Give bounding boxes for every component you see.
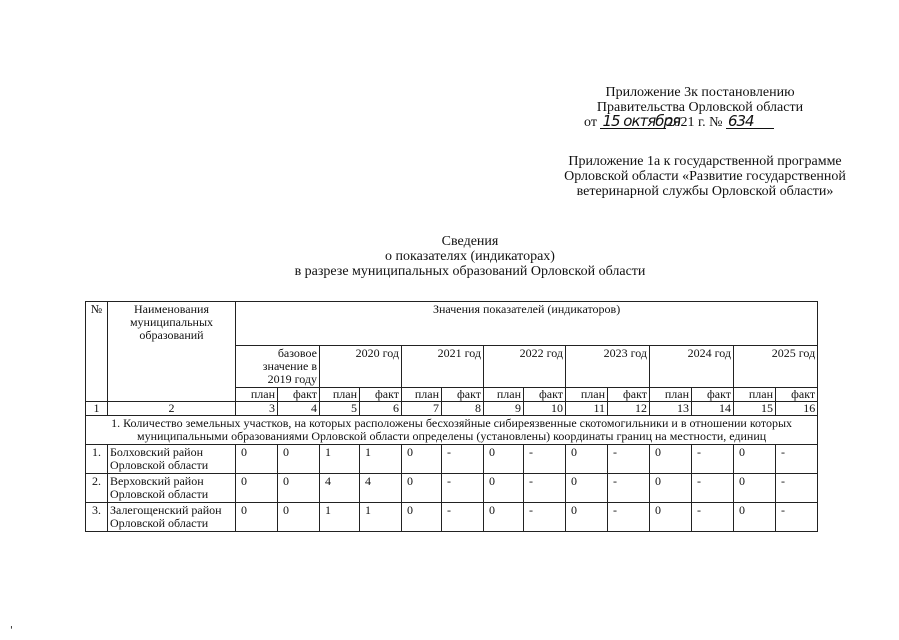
document-title bbox=[255, 234, 685, 279]
program-reference bbox=[540, 154, 870, 199]
value-cell: 0 bbox=[566, 503, 608, 532]
decree-line-3 bbox=[560, 112, 840, 130]
table-row bbox=[86, 445, 818, 474]
value-cell: - bbox=[524, 445, 566, 474]
header-plan: план bbox=[650, 388, 692, 402]
decree-reference bbox=[560, 85, 840, 130]
header-fact: факт bbox=[692, 388, 734, 402]
value-cell: 4 bbox=[320, 474, 360, 503]
title-line-3: в разрезе муниципальных образований Орловской области bbox=[294, 264, 646, 279]
header-year: 2020 год bbox=[320, 346, 402, 388]
value-cell: - bbox=[692, 445, 734, 474]
value-cell: 0 bbox=[650, 445, 692, 474]
value-cell: 0 bbox=[484, 474, 524, 503]
header-plan: план bbox=[566, 388, 608, 402]
header-year: 2023 год bbox=[566, 346, 650, 388]
indicators-table bbox=[85, 301, 818, 532]
header-year: 2021 год bbox=[402, 346, 484, 388]
value-cell: 0 bbox=[734, 503, 776, 532]
handwritten-number: 634 bbox=[726, 115, 774, 129]
program-line-1: Приложение 1а к государственной программе bbox=[568, 154, 842, 169]
column-number: 2 bbox=[108, 402, 236, 416]
header-plan: план bbox=[734, 388, 776, 402]
title-line-2: о показателях (индикаторах) bbox=[385, 249, 555, 264]
value-cell: 0 bbox=[650, 503, 692, 532]
header-year: 2024 год bbox=[650, 346, 734, 388]
header-fact: факт bbox=[776, 388, 818, 402]
value-cell: - bbox=[442, 445, 484, 474]
header-fact: факт bbox=[360, 388, 402, 402]
header-year: 2025 год bbox=[734, 346, 818, 388]
column-number: 6 bbox=[360, 402, 402, 416]
value-cell: 0 bbox=[278, 474, 320, 503]
header-fact: факт bbox=[608, 388, 650, 402]
header-base-value: базовое значение в 2019 году bbox=[236, 346, 320, 388]
municipality-name: Верховский район Орловской области bbox=[108, 474, 236, 503]
value-cell: 0 bbox=[566, 445, 608, 474]
value-cell: 0 bbox=[566, 474, 608, 503]
page-mark: ' bbox=[10, 625, 13, 636]
table-body bbox=[86, 445, 818, 532]
value-cell: 0 bbox=[402, 474, 442, 503]
value-cell: 0 bbox=[650, 474, 692, 503]
value-cell: 0 bbox=[734, 445, 776, 474]
value-cell: 0 bbox=[484, 503, 524, 532]
value-cell: - bbox=[776, 445, 818, 474]
column-number: 14 bbox=[692, 402, 734, 416]
column-numbers-row bbox=[86, 402, 818, 416]
section-row bbox=[86, 416, 818, 445]
value-cell: 1 bbox=[320, 503, 360, 532]
decree-line-1: Приложение 3к постановлению bbox=[605, 85, 795, 100]
column-number: 12 bbox=[608, 402, 650, 416]
row-number: 1. bbox=[86, 445, 108, 474]
column-number: 11 bbox=[566, 402, 608, 416]
header-plan: план bbox=[402, 388, 442, 402]
value-cell: - bbox=[608, 503, 650, 532]
value-cell: 0 bbox=[278, 503, 320, 532]
value-cell: 0 bbox=[734, 474, 776, 503]
value-cell: - bbox=[776, 474, 818, 503]
header-municipality: Наименования муниципальных образований bbox=[108, 302, 236, 402]
header-number: № bbox=[86, 302, 108, 402]
column-number: 7 bbox=[402, 402, 442, 416]
value-cell: 0 bbox=[236, 445, 278, 474]
value-cell: 0 bbox=[402, 503, 442, 532]
column-number: 5 bbox=[320, 402, 360, 416]
value-cell: - bbox=[776, 503, 818, 532]
header-values: Значения показателей (индикаторов) bbox=[236, 302, 818, 346]
header-plan: план bbox=[320, 388, 360, 402]
row-number: 2. bbox=[86, 474, 108, 503]
handwritten-date: 15 октября bbox=[602, 112, 681, 130]
header-fact: факт bbox=[524, 388, 566, 402]
value-cell: 1 bbox=[360, 503, 402, 532]
value-cell: 0 bbox=[402, 445, 442, 474]
decree-line-2: Правительства Орловской области bbox=[596, 100, 804, 115]
value-cell: 0 bbox=[484, 445, 524, 474]
column-number: 13 bbox=[650, 402, 692, 416]
table-row bbox=[86, 474, 818, 503]
column-number: 9 bbox=[484, 402, 524, 416]
value-cell: 1 bbox=[320, 445, 360, 474]
header-fact: факт bbox=[442, 388, 484, 402]
value-cell: 0 bbox=[236, 503, 278, 532]
municipality-name: Залегощенский район Орловской области bbox=[108, 503, 236, 532]
column-number: 3 bbox=[236, 402, 278, 416]
value-cell: 4 bbox=[360, 474, 402, 503]
column-number: 8 bbox=[442, 402, 484, 416]
value-cell: - bbox=[692, 503, 734, 532]
value-cell: - bbox=[524, 503, 566, 532]
table-row bbox=[86, 503, 818, 532]
value-cell: - bbox=[608, 445, 650, 474]
program-line-3: ветеринарной службы Орловской области» bbox=[576, 184, 834, 199]
title-line-1: Сведения bbox=[441, 234, 499, 249]
header-fact: факт bbox=[278, 388, 320, 402]
value-cell: - bbox=[524, 474, 566, 503]
value-cell: - bbox=[442, 474, 484, 503]
row-number: 3. bbox=[86, 503, 108, 532]
header-plan: план bbox=[484, 388, 524, 402]
column-number: 10 bbox=[524, 402, 566, 416]
decree-prefix: от bbox=[584, 115, 597, 130]
column-number: 16 bbox=[776, 402, 818, 416]
column-number: 4 bbox=[278, 402, 320, 416]
column-number: 15 bbox=[734, 402, 776, 416]
value-cell: - bbox=[608, 474, 650, 503]
value-cell: 1 bbox=[360, 445, 402, 474]
value-cell: - bbox=[442, 503, 484, 532]
value-cell: 0 bbox=[278, 445, 320, 474]
column-number: 1 bbox=[86, 402, 108, 416]
value-cell: - bbox=[692, 474, 734, 503]
section-title: 1. Количество земельных участков, на которых расположены бесхозяйные сибиреязвенные скотомогильники и в отношении которых муниципальными образованиями Орловской области определены (установлены) координаты границ на местности, единиц bbox=[86, 416, 818, 445]
value-cell: 0 bbox=[236, 474, 278, 503]
decree-year: 2021 г. № bbox=[666, 115, 723, 130]
municipality-name: Болховский район Орловской области bbox=[108, 445, 236, 474]
header-plan: план bbox=[236, 388, 278, 402]
program-line-2: Орловской области «Развитие государственной bbox=[564, 169, 846, 184]
header-year: 2022 год bbox=[484, 346, 566, 388]
